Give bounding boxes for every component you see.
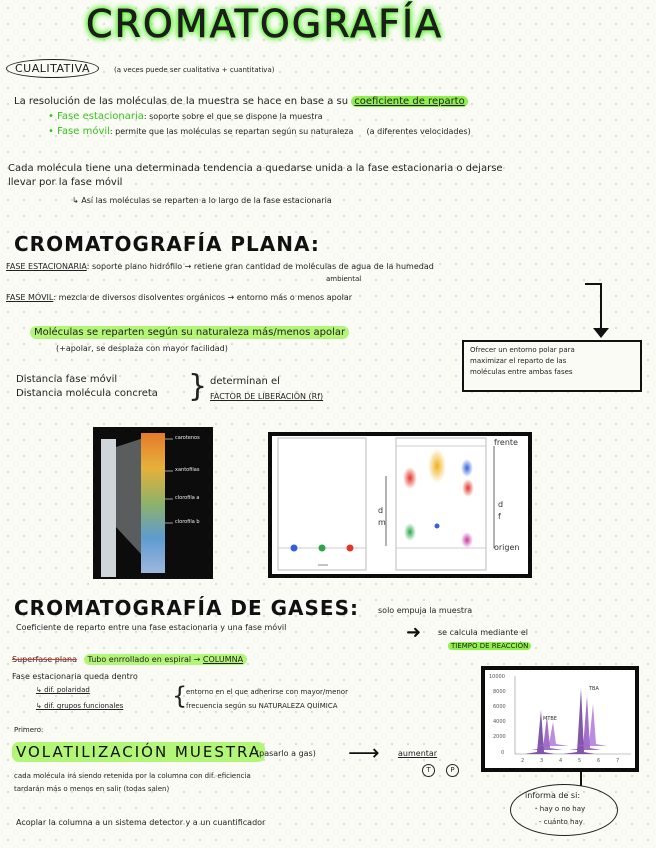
plana-fase-estacionaria: FASE ESTACIONARIA: soporte plano hidrófilo → retiene gran cantidad de moléculas de agua de la humedad — [6, 262, 434, 271]
pasarlo-gas: (pasarlo a gas) — [256, 749, 316, 758]
diagram-label-d1: d — [378, 506, 384, 515]
chart-ytick: 2000 — [493, 734, 506, 740]
diagram-label-origen: origen — [494, 543, 520, 552]
polar-box: Ofrecer un entorno polar para maximizar el reparto de las moléculas entre ambas fases — [462, 340, 642, 392]
dif-polaridad: ↳ dif. polaridad — [36, 686, 90, 694]
plana-fe-ambiental: ambiental — [326, 275, 362, 283]
chart-peak-mtbe: MTBE — [543, 716, 557, 722]
entorno-line1: entorno en el que adherirse con mayor/menor — [186, 688, 348, 696]
chart-xtick: 2 — [521, 758, 525, 764]
chart-xtick: 7 — [616, 758, 620, 764]
informa-item-2: - cuánto hay — [539, 818, 583, 826]
gases-heading: CROMATOGRAFÍA DE GASES: — [14, 596, 359, 620]
determinan-text: determinan el — [210, 376, 280, 387]
pressure-circle: P — [446, 764, 459, 777]
chromatogram — [481, 666, 639, 772]
down-arrow-icon — [593, 328, 609, 338]
resolution-text: La resolución de las moléculas de la muestra se hace en base a su coeficiente de reparto — [14, 96, 468, 107]
chart-xtick: 3 — [540, 758, 544, 764]
cada-molecula-gas2: tardarán más o menos en salir (todas salen) — [14, 785, 170, 793]
temperature-circle: T — [422, 764, 435, 777]
down-arrow-line — [600, 283, 602, 331]
apolar-line: (+apolar, se desplaza con mayor facilidad) — [56, 344, 228, 353]
chart-ytick: 8000 — [493, 689, 506, 695]
chart-xtick: 6 — [597, 758, 601, 764]
factor-liberacion: FACTOR DE LIBERACIÓN (Rf) — [210, 392, 324, 401]
informa-oval — [510, 784, 618, 836]
chart-ytick: 6000 — [493, 704, 506, 710]
fase-estacionaria-line: • Fase estacionaria: soporte sobre el que se dispone la muestra — [48, 111, 323, 122]
chart-peak-tba: TBA — [589, 686, 599, 692]
fase-est-queda: Fase estacionaria queda dentro — [12, 672, 138, 681]
diagram-label-d2: d — [498, 500, 504, 509]
volatilizacion-highlight: VOLATILIZACIÓN MUESTRA — [12, 742, 265, 762]
chart-arrow-line — [580, 772, 582, 786]
right-arrow-icon-2: ⟶ — [348, 741, 380, 766]
columna-line: Superfase plana Tubo enrrollado en espiral → COLUMNA — [12, 655, 247, 664]
photo-label-clorofila-a: clorofila a — [175, 495, 200, 501]
cada-molecula-line2: llevar por la fase móvil — [8, 177, 123, 188]
distancia-fase-movil: Distancia fase móvil — [16, 374, 118, 385]
coeficiente-reparto-highlight: coeficiente de reparto — [351, 96, 467, 107]
down-arrow-top — [585, 283, 602, 285]
moleculas-highlight: Moléculas se reparten según su naturaleza más/menos apolar — [30, 326, 349, 339]
se-calcula: se calcula mediante el — [438, 628, 529, 637]
photo-label-carotenos: carotenos — [175, 435, 200, 441]
fase-movil-line: • Fase móvil: permite que las moléculas se repartan según su naturaleza (a diferentes velocidades) — [48, 126, 471, 137]
cualitativa-note: (a veces puede ser cualitativa + cuantitativa) — [114, 66, 275, 74]
distancia-molecula: Distancia molécula concreta — [16, 388, 158, 399]
chart-ytick: 4000 — [493, 719, 506, 725]
photo-label-clorofila-b: clorofila b — [175, 519, 200, 525]
diagram-label-m: m — [378, 518, 386, 527]
columna-text: COLUMNA — [202, 655, 244, 664]
brace-icon: } — [188, 369, 208, 404]
dif-grupos: ↳ dif. grupos funcionales — [36, 702, 124, 710]
plana-heading: CROMATOGRAFÍA PLANA: — [14, 232, 320, 256]
tlc-diagram-svg — [272, 436, 528, 574]
chart-ytick: 0 — [501, 750, 505, 756]
informa-title: informa de si: — [525, 791, 581, 800]
informa-item-1: - hay o no hay — [535, 805, 586, 813]
primero-label: Primero: — [14, 726, 44, 734]
tlc-photo — [93, 427, 213, 579]
brace-icon-2: { — [172, 682, 188, 710]
chart-xtick: 5 — [578, 758, 582, 764]
tlc-photo-svg — [93, 427, 213, 579]
chromatogram-svg — [485, 670, 635, 768]
coeficiente-line: Coeficiente de reparto entre una fase estacionaria y una fase móvil — [16, 623, 287, 632]
tiempo-reaccion: TIEMPO DE REACCIÓN — [448, 642, 531, 650]
chart-ytick: 10000 — [489, 674, 505, 680]
right-arrow-icon: ➜ — [406, 622, 422, 643]
cualitativa-oval: CUALITATIVA — [6, 59, 99, 78]
cada-molecula-line1: Cada molécula tiene una determinada tendencia a quedarse unida a la fase estacionaria o dejarse — [8, 163, 503, 174]
diagram-label-frente: frente — [494, 438, 518, 447]
photo-label-xantofilas: xantofilas — [175, 467, 200, 473]
plana-fase-movil: FASE MÓVIL: mezcla de diversos disolventes orgánicos → entorno más o menos apolar — [6, 293, 353, 302]
chart-xtick: 4 — [559, 758, 563, 764]
cada-molecula-line3: ↳ Así las moléculas se reparten a lo largo de la fase estacionaria — [72, 196, 332, 205]
aumentar-text: aumentar — [398, 749, 438, 758]
acoplar-line: Acoplar la columna a un sistema detector y a un cuantificador — [16, 818, 266, 827]
cada-molecula-gas1: cada molécula irá siendo retenida por la columna con dif. eficiencia — [14, 772, 251, 780]
diagram-label-f: f — [498, 512, 501, 521]
page-title: CROMATOGRAFÍA — [86, 2, 444, 46]
solo-empuja: solo empuja la muestra — [378, 606, 473, 615]
entorno-line2: frecuencia según su NATURALEZA QUÍMICA — [186, 702, 338, 710]
tlc-diagram — [268, 432, 532, 578]
